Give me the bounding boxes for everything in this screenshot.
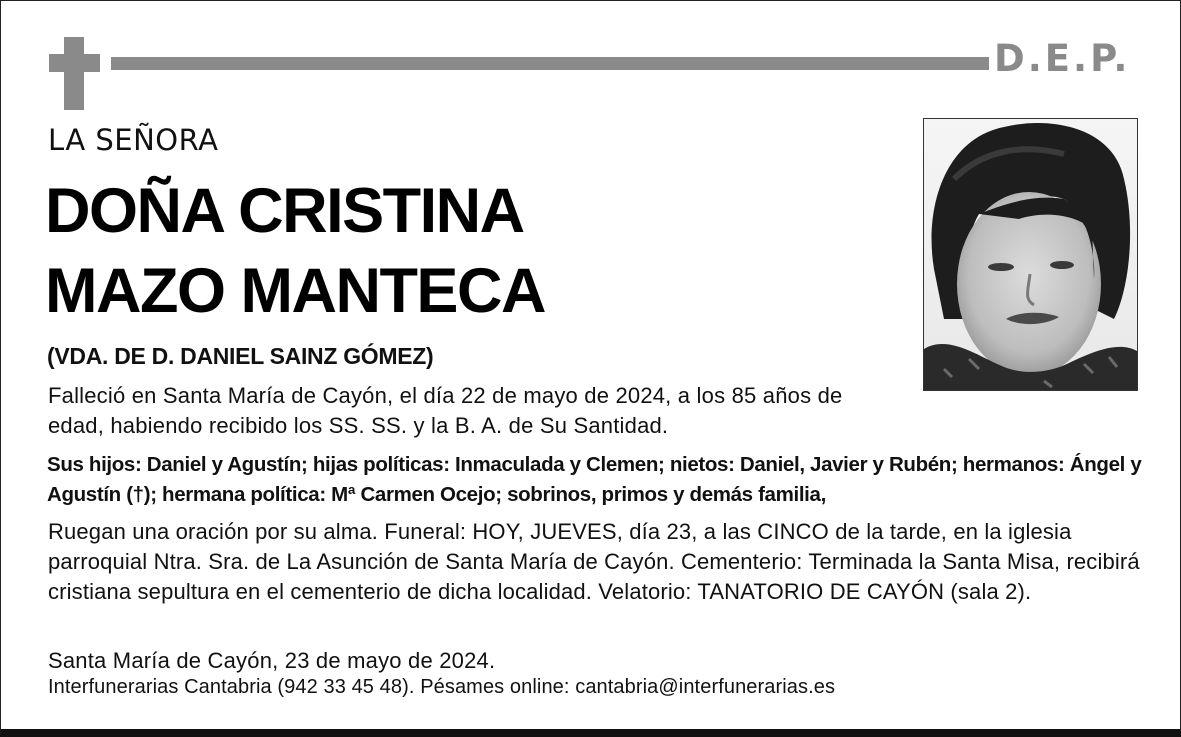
deceased-name (45, 171, 545, 331)
family-list: Sus hijos: Daniel y Agustín; hijas políticas: Inmaculada y Clemen; nietos: Daniel, Javier y Rubén; hermanos: Ángel y Agustín (†); hermana política: Mª Carmen Ocejo; sobrinos, primos y demás familia, (47, 453, 1142, 506)
funeral-details: Ruegan una oración por su alma. Funeral: HOY, JUEVES, día 23, a las CINCO de la tarde, en la iglesia parroquial Ntra. Sra. de La Asunción de Santa María de Cayón. Cementerio: Terminada la Santa Misa, recibirá cristiana sepultura en el cementerio de dicha localidad. Velatorio: TANATORIO DE CAYÓN (sala 2). (48, 519, 1140, 604)
contact-line: Interfunerarias Cantabria (942 33 45 48). Pésames online: cantabria@interfunerarias.es (48, 676, 836, 698)
place-date: Santa María de Cayón, 23 de mayo de 2024. (48, 648, 496, 673)
portrait-photo (923, 118, 1138, 391)
header-rule (111, 57, 989, 70)
title-prefix: LA SEÑORA (48, 123, 219, 157)
portrait-image (924, 119, 1137, 390)
widow-of: (VDA. DE D. DANIEL SAINZ GÓMEZ) (47, 343, 434, 369)
name-line-2: MAZO MANTECA (45, 256, 545, 326)
name-line-1: DOÑA CRISTINA (45, 176, 524, 246)
dep-label: D.E.P. (994, 37, 1131, 80)
death-notice: Falleció en Santa María de Cayón, el día 22 de mayo de 2024, a los 85 años de edad, habiendo recibido los SS. SS. y la B. A. de Su Santidad. (48, 383, 843, 438)
